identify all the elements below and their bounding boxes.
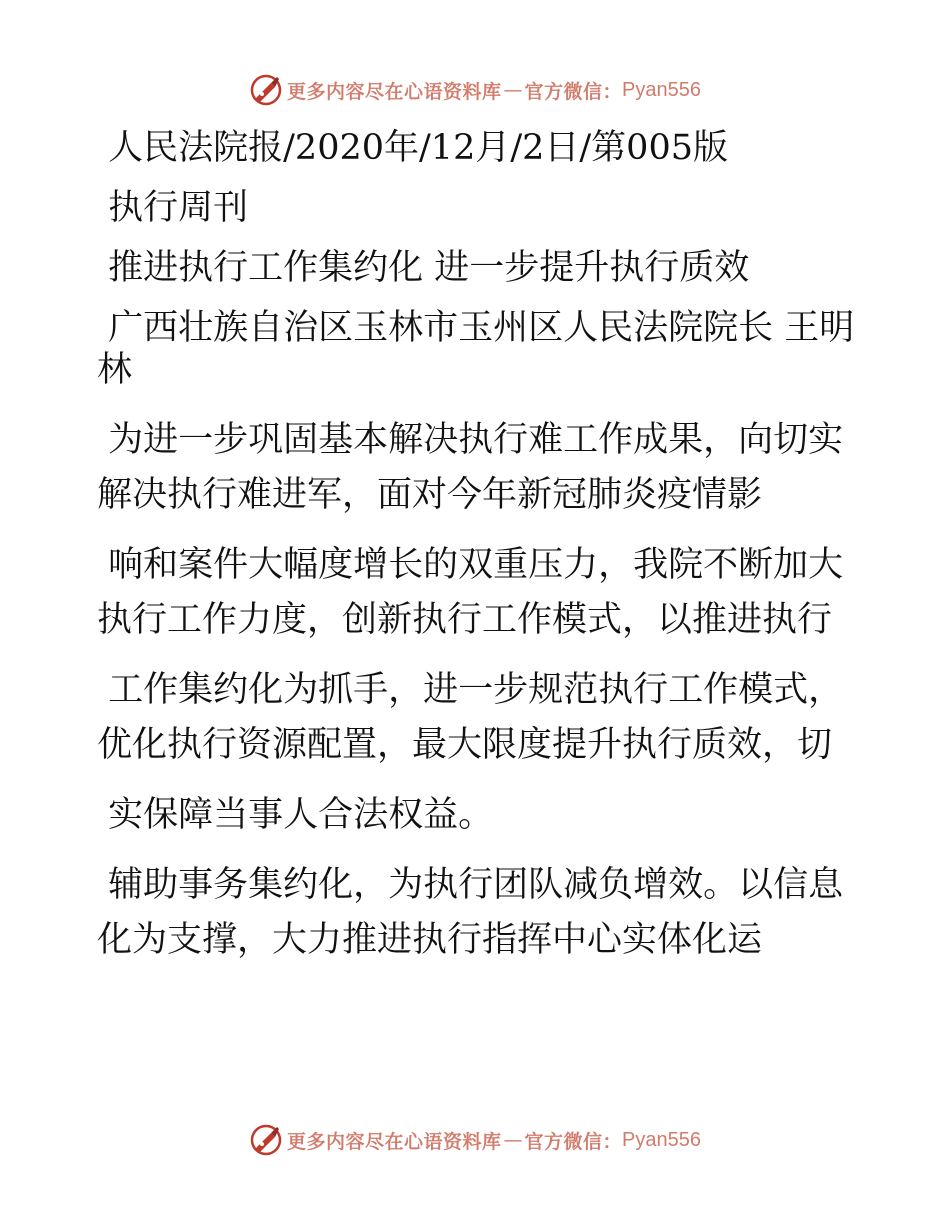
article-title: 推进执行工作集约化 进一步提升执行质效	[108, 248, 750, 288]
paragraph-line: 实保障当事人合法权益。	[108, 795, 494, 835]
author-line: 广西壮族自治区玉林市玉州区人民法院院长 王明	[108, 308, 855, 348]
source-line: 人民法院报/2020年/12月/2日/第005版	[108, 128, 728, 168]
section-name: 执行周刊	[108, 188, 249, 228]
paragraph-line: 响和案件大幅度增长的双重压力，我院不断加大	[108, 545, 844, 585]
paragraph-line: 化为支撑，大力推进执行指挥中心实体化运	[97, 920, 763, 960]
author-line-cont: 林	[97, 350, 133, 390]
banner-label: 官方微信：	[524, 1130, 623, 1153]
paragraph-line: 辅助事务集约化，为执行团队减负增效。以信息	[108, 865, 844, 905]
paragraph-line: 解决执行难进军，面对今年新冠肺炎疫情影	[97, 475, 763, 515]
document-body	[97, 118, 857, 970]
banner-wechat-id: Pyan556	[622, 1128, 701, 1151]
pen-logo-icon	[249, 73, 283, 107]
paragraph-line: 工作集约化为抓手，进一步规范执行工作模式，	[108, 670, 844, 710]
bottom-watermark-banner	[0, 1120, 950, 1160]
banner-separator: —	[503, 79, 523, 101]
paragraph-line: 优化执行资源配置，最大限度提升执行质效，切	[97, 725, 833, 765]
banner-separator: —	[503, 1129, 523, 1151]
pen-logo-icon	[249, 1123, 283, 1157]
banner-text: 更多内容尽在心语资料库	[287, 1130, 502, 1153]
paragraph-line: 执行工作力度，创新执行工作模式，以推进执行	[97, 600, 833, 640]
banner-text: 更多内容尽在心语资料库	[287, 80, 502, 103]
banner-label: 官方微信：	[524, 80, 623, 103]
banner-wechat-id: Pyan556	[622, 78, 701, 101]
paragraph-line: 为进一步巩固基本解决执行难工作成果，向切实	[108, 420, 844, 460]
top-watermark-banner	[0, 70, 950, 110]
